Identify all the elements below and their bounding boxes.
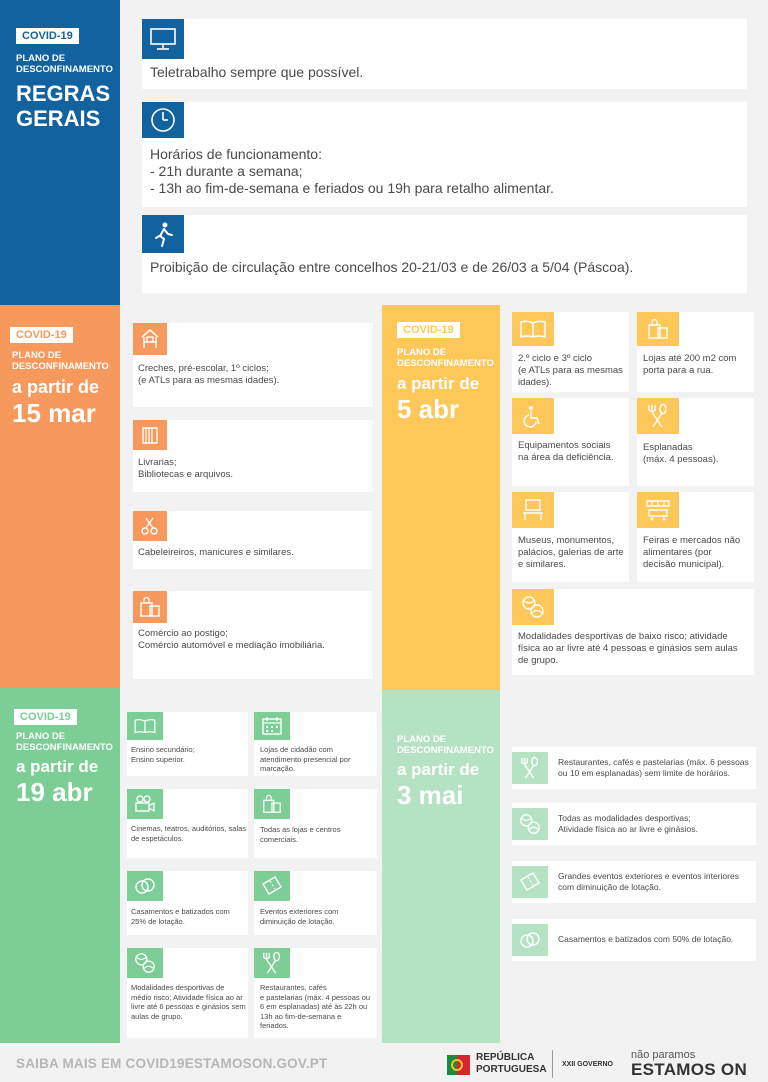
- fork-spoon-icon: [512, 752, 548, 784]
- ticket-icon: [254, 871, 290, 901]
- movie-camera-icon: [127, 789, 163, 819]
- measure-text: Lojas de cidadão com atendimento presencial por marcação.: [260, 745, 351, 773]
- general-sidebar: [0, 0, 120, 305]
- measure-text: Comércio ao postigo; Comércio automóvel e mediação imobiliária.: [138, 628, 325, 651]
- covid-pill: COVID-19: [397, 322, 460, 338]
- measure-text: Feiras e mercados não alimentares (por decisão municipal).: [643, 535, 741, 570]
- website-link[interactable]: SAIBA MAIS EM COVID19ESTAMOSON.GOV.PT: [16, 1056, 328, 1071]
- rings-icon: [127, 871, 163, 901]
- open-book-icon: [127, 712, 163, 740]
- measure-text: Lojas até 200 m2 com porta para a rua.: [643, 353, 737, 376]
- rule-text: Teletrabalho sempre que possível.: [150, 64, 364, 80]
- sports-balls-icon: [512, 589, 554, 625]
- measure-text: Modalidades desportivas de baixo risco; atividade física ao ar livre até 4 pessoas e ginásios sem aulas de grupo.: [518, 631, 738, 666]
- measure-text: Casamentos e batizados com 25% de lotação.: [131, 907, 230, 926]
- measure-text: Todas as modalidades desportivas; Atividade física ao ar livre e ginásios.: [558, 813, 698, 834]
- fork-spoon-icon: [637, 398, 679, 434]
- flag-emblem-icon: [446, 1052, 472, 1078]
- plan-caption: PLANO DE DESCONFINAMENTO: [12, 350, 109, 372]
- playground-icon: [133, 323, 167, 355]
- measure-text: Museus, monumentos, palácios, galerias de arte e similares.: [518, 535, 624, 570]
- covid-pill: COVID-19: [16, 28, 79, 44]
- gov-line2: PORTUGUESA: [476, 1064, 547, 1075]
- measure-text: Eventos exteriores com diminuição de lotação.: [260, 907, 339, 926]
- fork-spoon-icon: [254, 948, 290, 978]
- covid-pill: COVID-19: [14, 709, 77, 725]
- measure-text: Ensino secundário; Ensino superior.: [131, 745, 195, 764]
- shopping-bags-icon: [133, 591, 167, 623]
- plan-caption: PLANO DE DESCONFINAMENTO: [397, 347, 494, 369]
- market-stall-icon: [637, 492, 679, 528]
- measure-text: Equipamentos sociais na área da deficiência.: [518, 440, 614, 463]
- shopping-bags-icon: [254, 789, 290, 819]
- measure-text: Restaurantes, cafés e pastelarias (máx. 4 pessoas ou 6 em esplanadas) até às 22h ou 13h ao fim-de-semana e feriados.: [260, 983, 371, 1030]
- measure-text: Casamentos e batizados com 50% de lotação.: [558, 934, 734, 944]
- measure-text: Esplanadas (máx. 4 pessoas).: [643, 442, 719, 465]
- measure-text: Todas as lojas e centros comerciais.: [260, 825, 341, 844]
- date-prefix: a partir de: [12, 377, 100, 397]
- date-prefix: a partir de: [16, 757, 99, 776]
- covid-pill: COVID-19: [10, 327, 73, 343]
- date-title: 19 abr: [16, 777, 93, 807]
- measure-text: Restaurantes, cafés e pastelarias (máx. 6 pessoas ou 10 em esplanadas) sem limite de horários.: [558, 757, 749, 778]
- measure-text: Modalidades desportivas de médio risco; Atividade física ao ar livre até 6 pessoas e ginásios sem aulas de grupo.: [131, 983, 246, 1021]
- rule-text: Proibição de circulação entre concelhos 20-21/03 e de 26/03 a 5/04 (Páscoa).: [150, 259, 634, 275]
- sports-balls-icon: [512, 808, 548, 840]
- gov-line1: REPÚBLICA: [476, 1052, 535, 1063]
- plan-caption: PLANO DE DESCONFINAMENTO: [397, 734, 494, 756]
- date-title: 3 mai: [397, 780, 464, 810]
- measure-card: [133, 511, 373, 569]
- date-title: 15 mar: [12, 398, 96, 428]
- footer-divider: [552, 1050, 553, 1078]
- monitor-icon: [142, 19, 184, 59]
- general-title: REGRAS GERAIS: [16, 81, 111, 131]
- measure-text: Grandes eventos exteriores e eventos interiores com diminuição de lotação.: [558, 871, 739, 892]
- calendar-icon: [254, 712, 290, 740]
- measure-text: 2.º ciclo e 3º ciclo (e ATLs para as mesmas idades).: [518, 353, 623, 388]
- clock-icon: [142, 102, 184, 138]
- measure-text: Cabeleireiros, manicures e similares.: [138, 547, 294, 558]
- plan-caption: PLANO DE DESCONFINAMENTO: [16, 731, 113, 753]
- ticket-icon: [512, 866, 548, 898]
- date-title: 5 abr: [397, 394, 460, 424]
- rings-icon: [512, 924, 548, 956]
- open-book-icon: [512, 312, 554, 346]
- rule-text: Horários de funcionamento: - 21h durante a semana; - 13h ao fim-de-semana e feriados ou 19h para retalho alimentar.: [150, 146, 554, 196]
- museum-frame-icon: [512, 492, 554, 528]
- date-prefix: a partir de: [397, 760, 480, 779]
- measure-text: Livrarias; Bibliotecas e arquivos.: [138, 457, 234, 480]
- measure-card: [133, 420, 373, 492]
- brand-main: ESTAMOS ON: [631, 1060, 748, 1079]
- wheelchair-icon: [512, 398, 554, 434]
- republica-portuguesa-logo: [446, 1050, 556, 1080]
- rule-card-circulation: [142, 215, 747, 293]
- date-prefix: a partir de: [397, 374, 480, 393]
- measure-text: Creches, pré-escolar, 1º ciclos; (e ATLs para as mesmas idades).: [138, 363, 280, 386]
- shopping-bags-icon: [637, 312, 679, 346]
- scissors-brush-icon: [133, 511, 167, 541]
- gov-sub: XXII GOVERNO: [562, 1061, 613, 1068]
- brand-top: não paramos: [631, 1049, 696, 1061]
- sports-balls-icon: [127, 948, 163, 978]
- plan-caption: PLANO DE DESCONFINAMENTO: [16, 53, 113, 75]
- books-icon: [133, 420, 167, 450]
- walking-person-icon: [142, 215, 184, 253]
- measure-text: Cinemas, teatros, auditórios, salas de espetáculos.: [131, 824, 247, 843]
